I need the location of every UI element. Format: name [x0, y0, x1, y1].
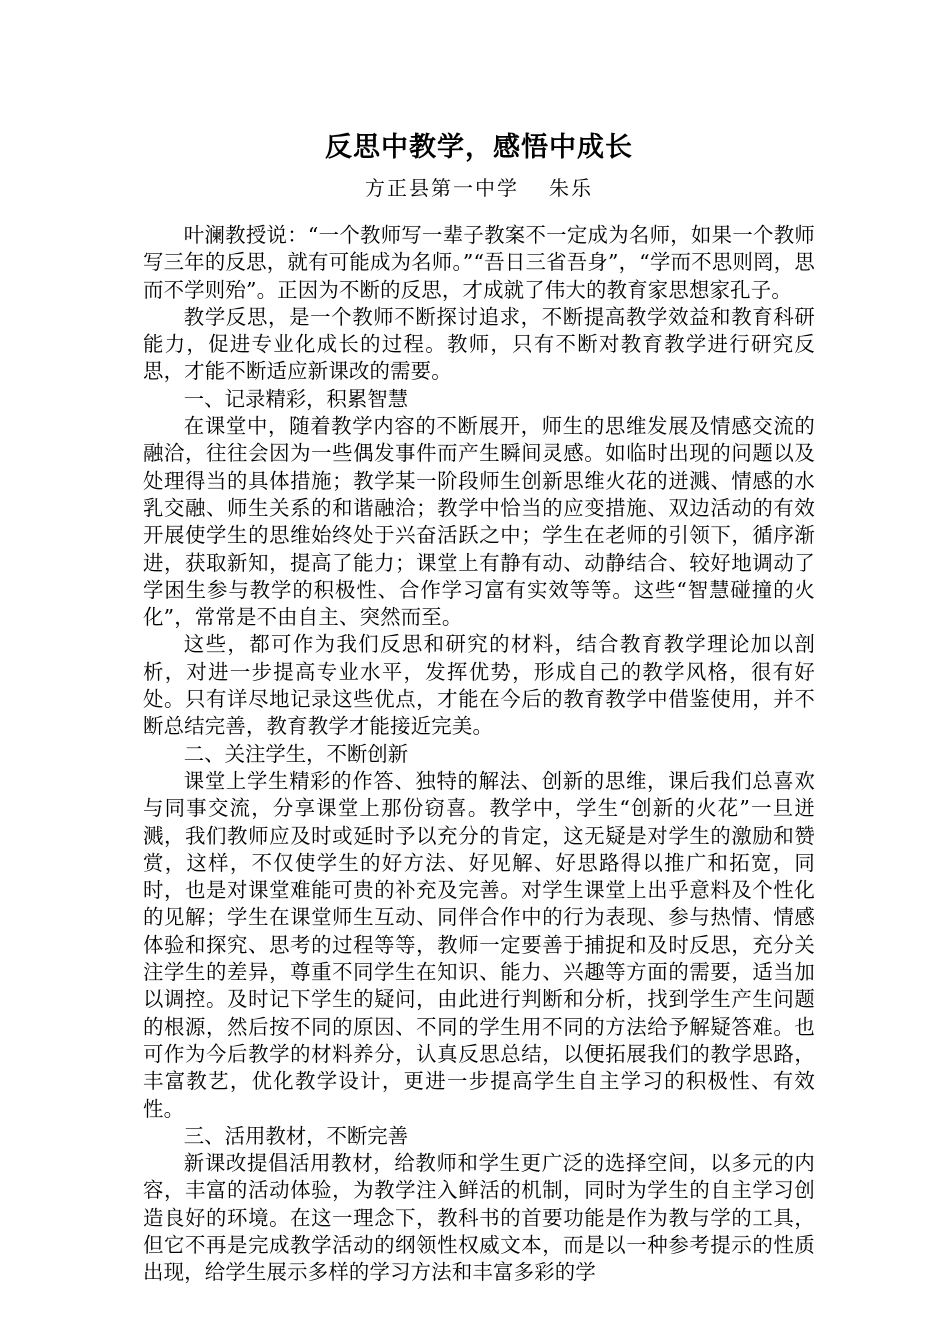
paragraph-section1-b: 这些，都可作为我们反思和研究的材料，结合教育教学理论加以剖析，对进一步提高专业水平，发挥优势，形成自己的教学风格，很有好处。只有详尽地记录这些优点，才能在今后的教育教学中借鉴使用，并不断总结完善，教育教学才能接近完美。 [143, 632, 815, 739]
document-page [143, 128, 815, 1287]
paragraph-intro-quote: 叶澜教授说：“一个教师写一辈子教案不一定成为名师，如果一个教师写三年的反思，就有可能成为名师。”“吾日三省吾身”，“学而不思则罔，思而不学则殆”。正因为不断的反思，才成就了伟大的教育家思想家孔子。 [143, 223, 815, 302]
byline [143, 174, 815, 202]
section-heading-1: 一、记录精彩，积累智慧 [183, 386, 409, 411]
author-name: 朱乐 [549, 176, 593, 200]
paragraph-section2: 课堂上学生精彩的作答、独特的解法、创新的思维，课后我们总喜欢与同事交流，分享课堂上那份窃喜。教学中，学生“创新的火花”一旦迸溅，我们教师应及时或延时予以充分的肯定，这无疑是对学生的激励和赞赏，这样，不仅使学生的好方法、好见解、好思路得以推广和拓宽，同时，也是对课堂难能可贵的补充及完善。对学生课堂上出乎意料及个性化的见解；学生在课堂师生互动、同伴合作中的行为表现、参与热情、情感体验和探究、思考的过程等等，教师一定要善于捕捉和及时反思，充分关注学生的差异，尊重不同学生在知识、能力、兴趣等方面的需要，适当加以调控。及时记下学生的疑问，由此进行判断和分析，找到学生产生问题的根源，然后按不同的原因、不同的学生用不同的方法给予解疑答难。也可作为今后教学的材料养分，认真反思总结，以便拓展我们的教学思路，丰富教艺，优化教学设计，更进一步提高学生自主学习的积极性、有效性。 [143, 768, 815, 1121]
paragraph-intro-reflection: 教学反思，是一个教师不断探讨追求，不断提高教学效益和教育科研能力，促进专业化成长的过程。教师，只有不断对教育教学进行研究反思，才能不断适应新课改的需要。 [143, 304, 815, 384]
paragraph-section1-a: 在课堂中，随着教学内容的不断展开，师生的思维发展及情感交流的融洽，往往会因为一些偶发事件而产生瞬间灵感。如临时出现的问题以及处理得当的具体措施；教学某一阶段师生创新思维火花的迸溅、情感的水乳交融、师生关系的和谐融洽；教学中恰当的应变措施、双边活动的有效开展使学生的思维始终处于兴奋活跃之中；学生在老师的引领下，循序渐进，获取新知，提高了能力；课堂上有静有动、动静结合、较好地调动了学困生参与教学的积极性、合作学习富有实效等等。这些“智慧碰撞的火化”，常常是不由自主、突然而至。 [143, 414, 815, 630]
school-name: 方正县第一中学 [365, 176, 519, 200]
document-title: 反思中教学，感悟中成长 [325, 132, 633, 163]
section-heading-3: 三、活用教材，不断完善 [183, 1123, 409, 1148]
section-heading-2: 二、关注学生，不断创新 [183, 741, 409, 766]
paragraph-section3: 新课改提倡活用教材，给教师和学生更广泛的选择空间，以多元的内容，丰富的活动体验，为教学注入鲜活的机制，同时为学生的自主学习创造良好的环境。在这一理念下，教科书的首要功能是作为教与学的工具，但它不再是完成教学活动的纲领性权威文本，而是以一种参考提示的性质出现，给学生展示多样的学习方法和丰富多彩的学 [143, 1151, 815, 1285]
